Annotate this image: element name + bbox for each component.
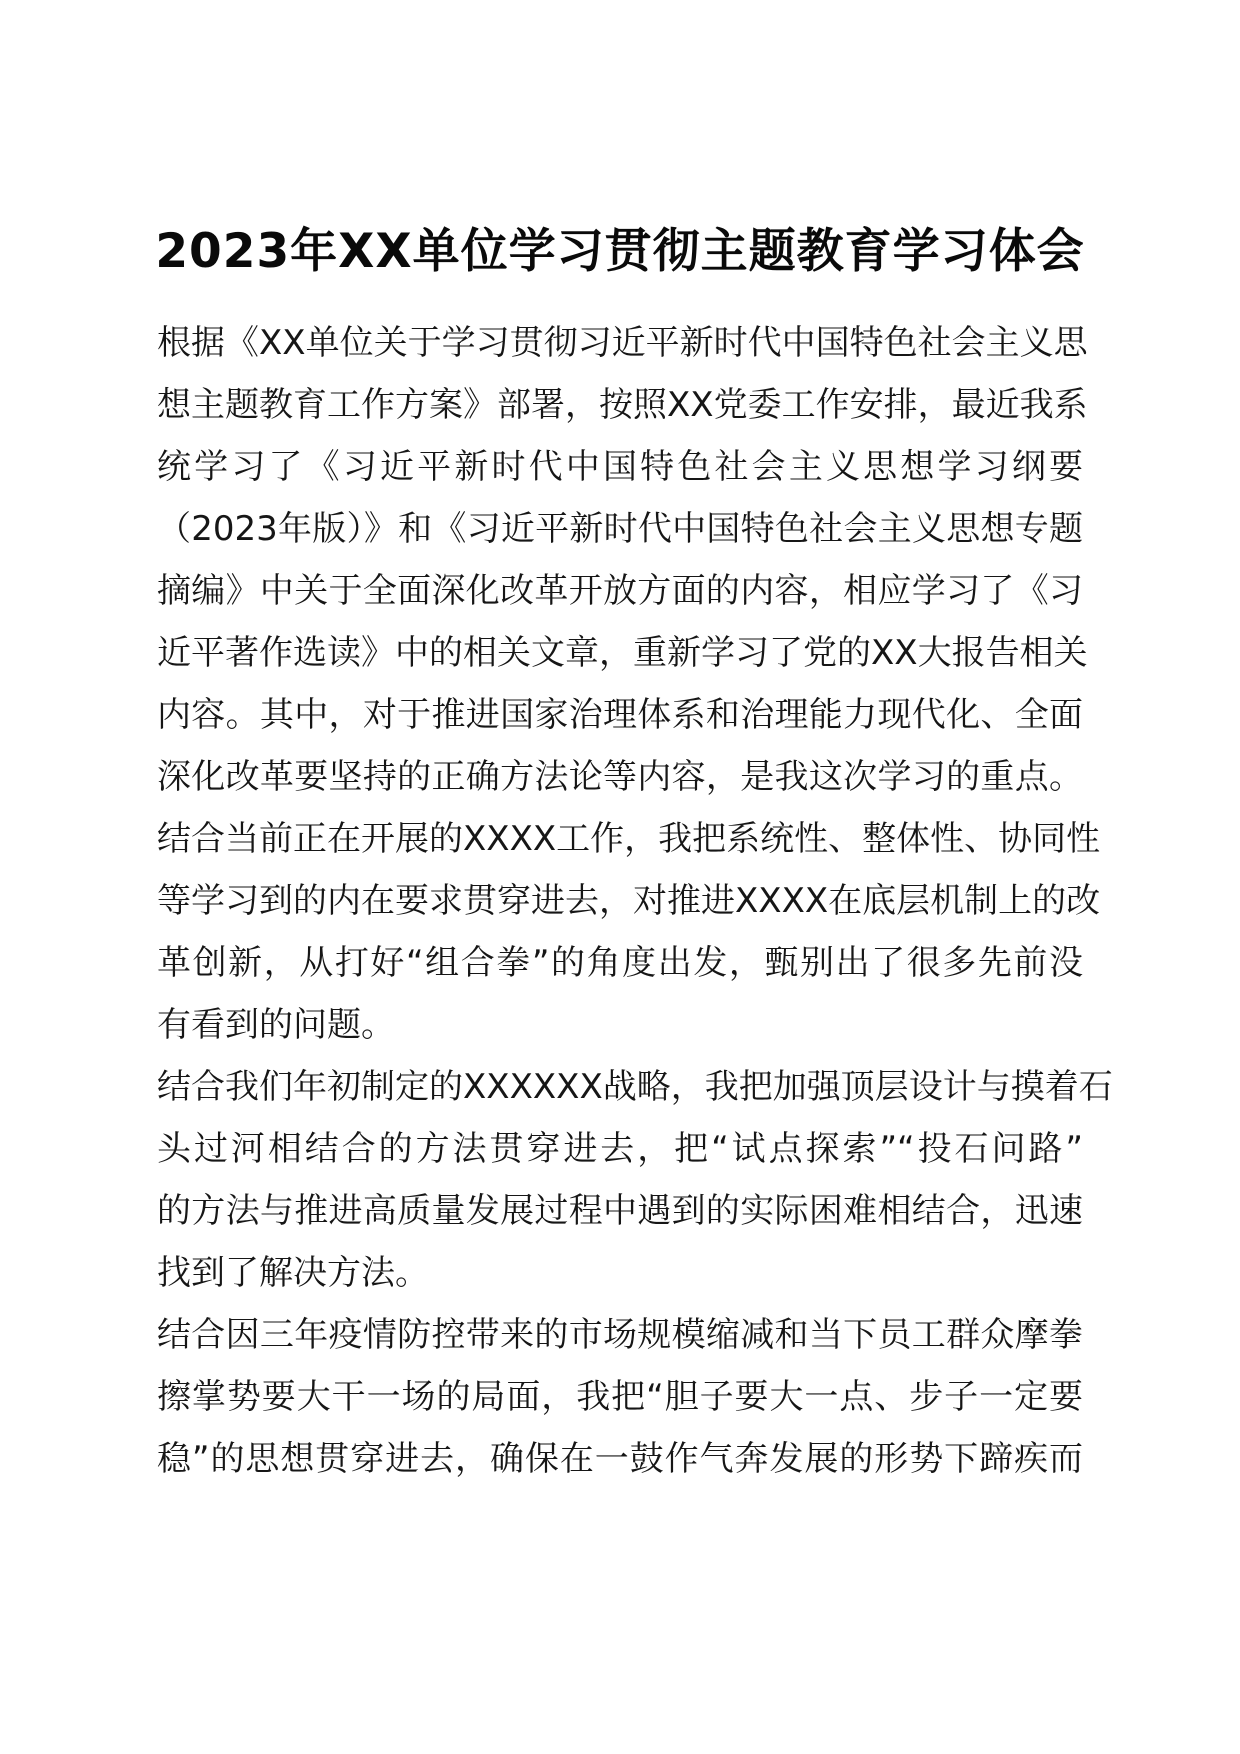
paragraph-1-line-6: 近平著作选读》中的相关文章，重新学习了党的XX大报告相关: [157, 633, 1088, 673]
paragraph-3-line-3: 的方法与推进高质量发展过程中遇到的实际困难相结合，迅速: [157, 1191, 1083, 1231]
paragraph-2-line-2: 等学习到的内在要求贯穿进去，对推进XXXX在底层机制上的改: [157, 881, 1101, 921]
paragraph-1-line-1: 根据《XX单位关于学习贯彻习近平新时代中国特色社会主义思: [157, 323, 1088, 363]
paragraph-3-line-4: 找到了解决方法。: [157, 1253, 429, 1293]
paragraph-1-line-4: （2023年版）》和《习近平新时代中国特色社会主义思想专题: [157, 509, 1083, 549]
paragraph-2-line-1: 结合当前正在开展的XXXX工作，我把系统性、整体性、协同性: [157, 819, 1101, 859]
paragraph-2-line-3: 革创新，从打好“组合拳”的角度出发，甄别出了很多先前没: [157, 943, 1083, 983]
paragraph-4-line-1: 结合因三年疫情防控带来的市场规模缩减和当下员工群众摩拳: [157, 1315, 1083, 1355]
paragraph-3-line-2: 头过河相结合的方法贯穿进去，把“试点探索”“投石问路”: [157, 1129, 1083, 1169]
paragraph-4-line-2: 擦掌势要大干一场的局面，我把“胆子要大一点、步子一定要: [157, 1377, 1083, 1417]
paragraph-1-line-7: 内容。其中，对于推进国家治理体系和治理能力现代化、全面: [157, 695, 1083, 735]
paragraph-4-line-3: 稳”的思想贯穿进去，确保在一鼓作气奔发展的形势下蹄疾而: [157, 1439, 1083, 1479]
paragraph-1-line-8: 深化改革要坚持的正确方法论等内容，是我这次学习的重点。: [157, 757, 1083, 797]
paragraph-1-line-2: 想主题教育工作方案》部署，按照XX党委工作安排，最近我系: [157, 385, 1088, 425]
paragraph-1-line-5: 摘编》中关于全面深化改革开放方面的内容，相应学习了《习: [157, 571, 1083, 611]
paragraph-2-line-4: 有看到的问题。: [157, 1005, 395, 1045]
paragraph-3-line-1: 结合我们年初制定的XXXXXX战略，我把加强顶层设计与摸着石: [157, 1067, 1113, 1107]
paragraph-1-line-3: 统学习了《习近平新时代中国特色社会主义思想学习纲要: [157, 447, 1083, 487]
document-title: 2023年XX单位学习贯彻主题教育学习体会: [155, 224, 1085, 279]
